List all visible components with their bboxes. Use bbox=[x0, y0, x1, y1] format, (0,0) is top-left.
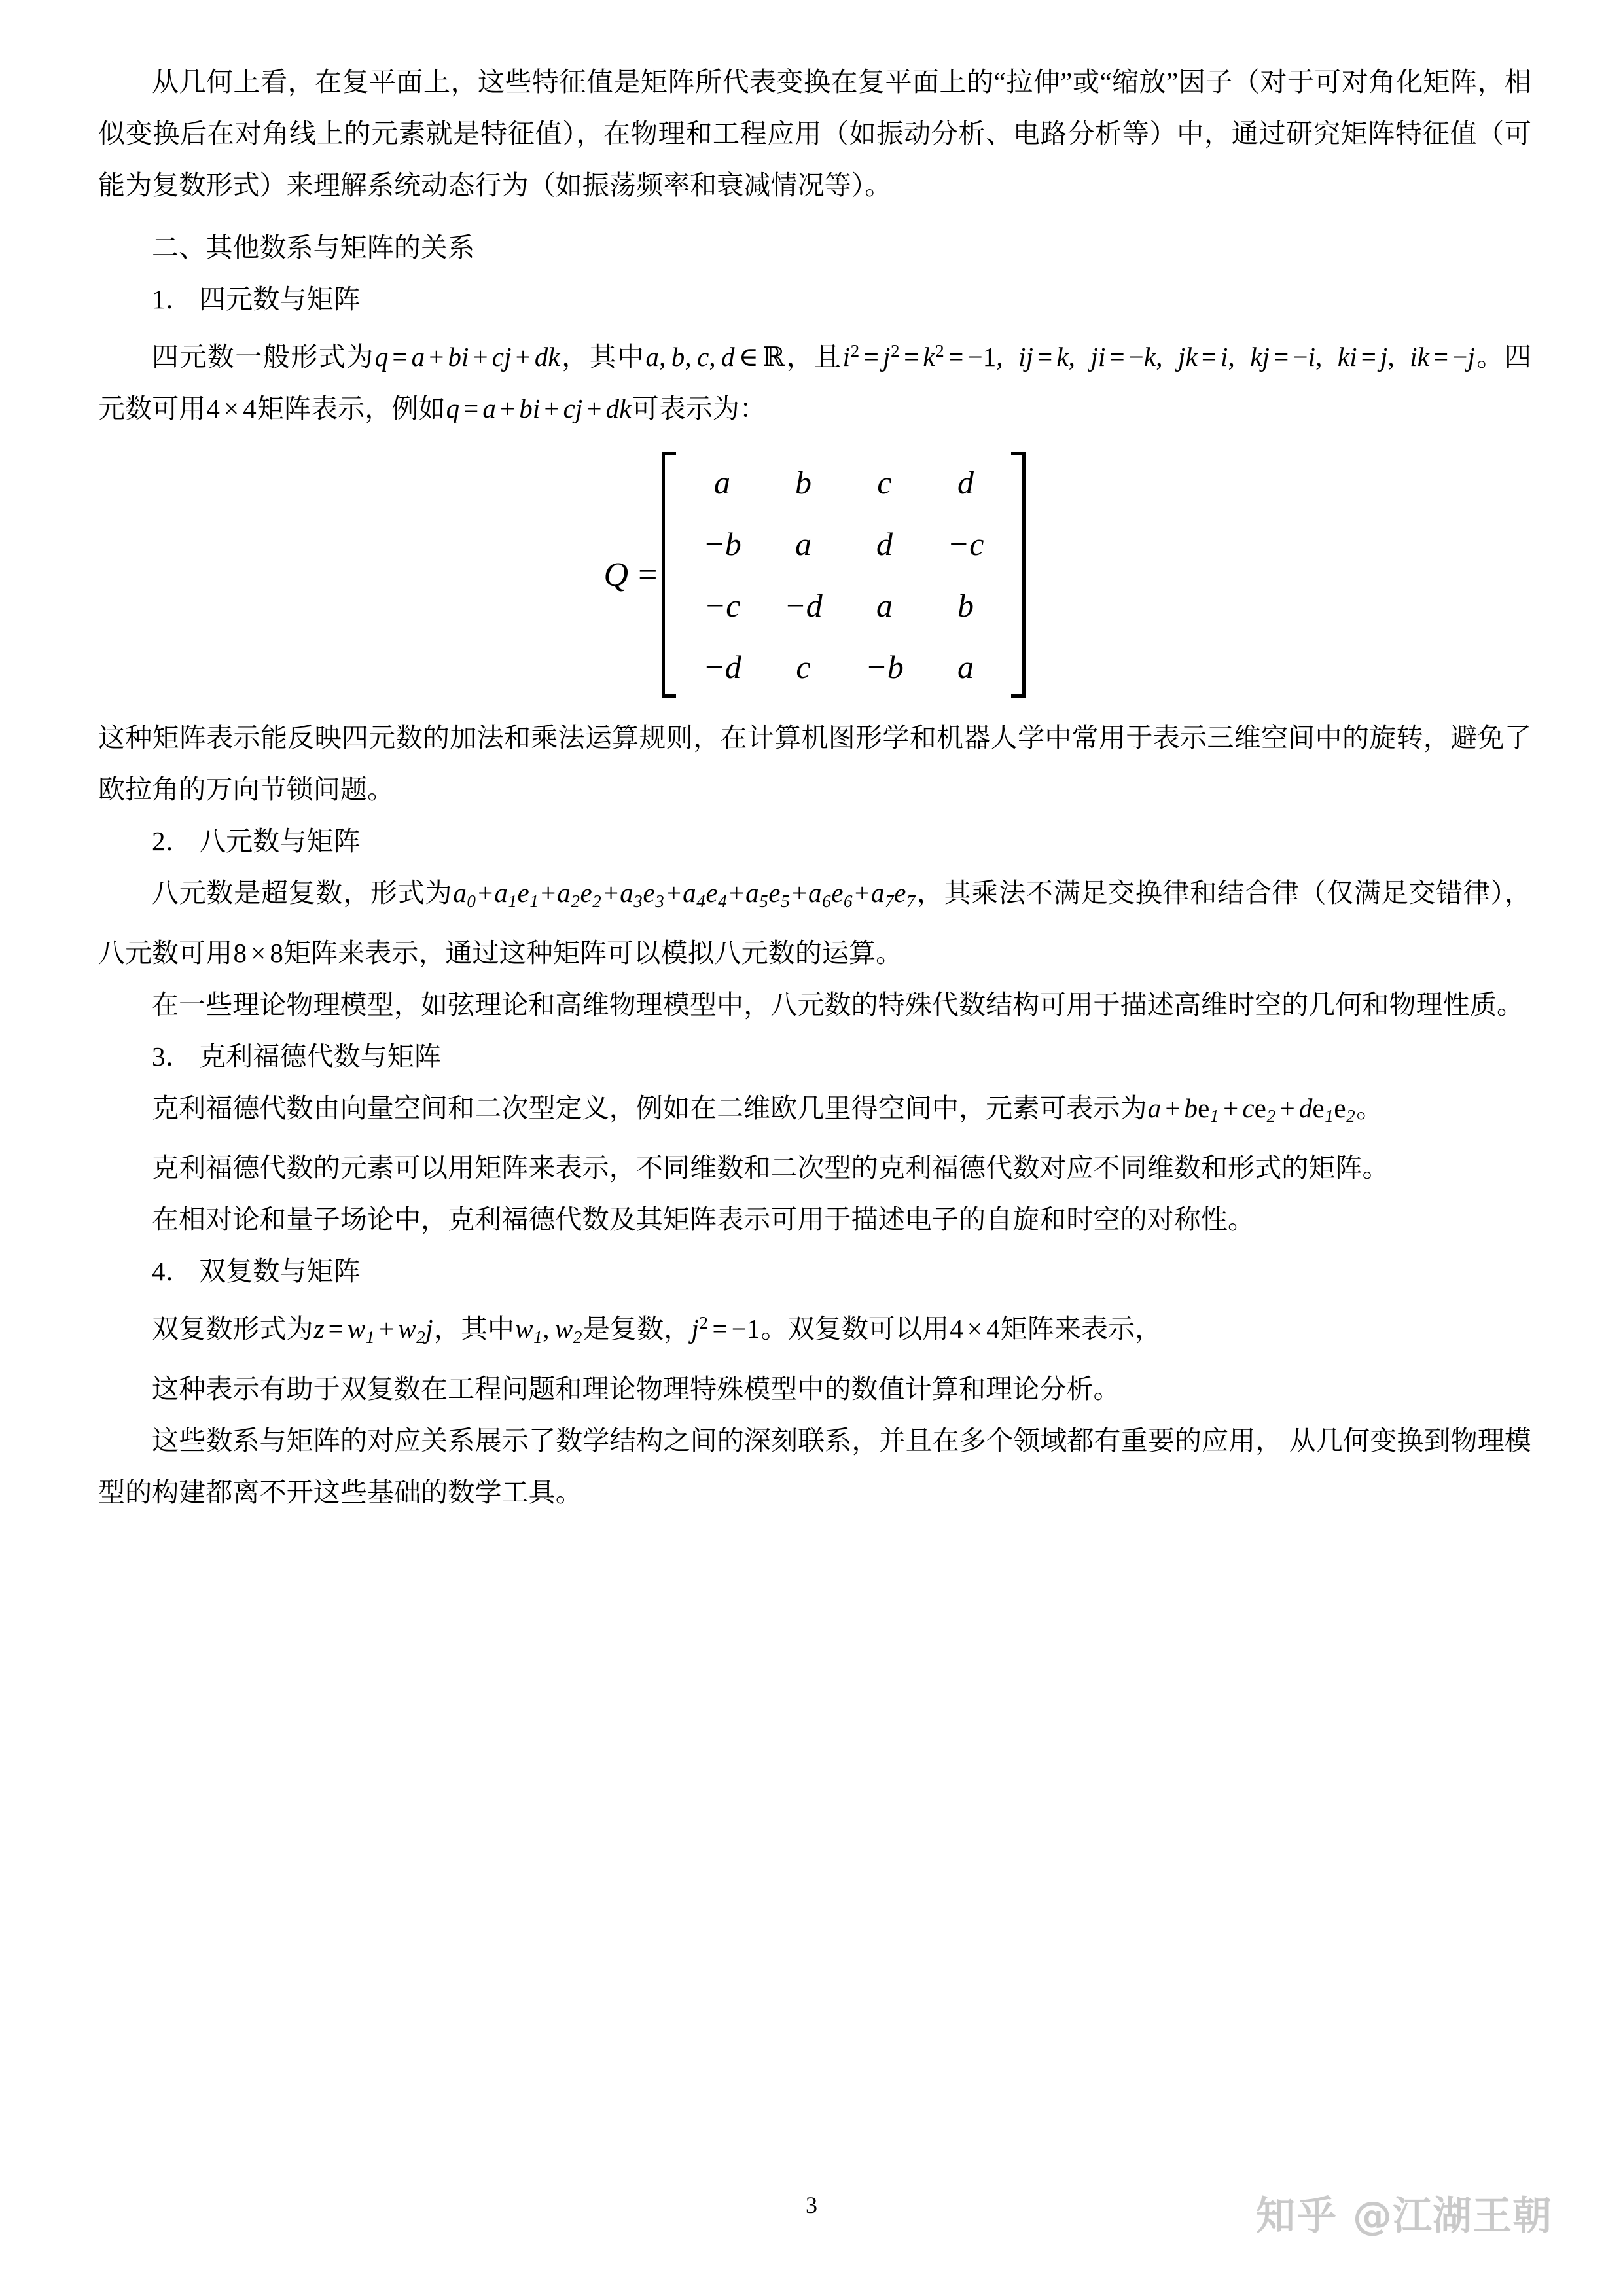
watermark-handle: @江湖王朝 bbox=[1353, 2193, 1552, 2239]
bicomplex-mid3-text: 。双复数可以用 bbox=[760, 1314, 950, 1344]
octonion-intro-paragraph bbox=[98, 867, 1531, 979]
bicomplex-mid1-text: ，其中 bbox=[433, 1314, 515, 1344]
page-number: 3 bbox=[806, 2192, 817, 2218]
page-content bbox=[98, 56, 1531, 1518]
bicomplex-matrix-size: 4 × 4 bbox=[950, 1314, 1000, 1344]
matrix-cell: a bbox=[876, 587, 893, 624]
matrix-cell: c bbox=[796, 649, 811, 686]
octonion-tail-text: 矩阵来表示，通过这种矩阵可以模拟八元数的运算。 bbox=[283, 937, 903, 968]
quaternion-unit-rules: $i^2 = j^2 = k^2 = -1$, ij = k, ji = −k, jk = i, kj = −i, ki = j, ik = −j bbox=[842, 341, 1475, 372]
quaternion-mid2-text: ，且 bbox=[785, 342, 842, 372]
clifford-intro-paragraph bbox=[98, 1083, 1531, 1143]
quaternion-coeff-domain: a, b, c, d ∈ ℝ bbox=[645, 341, 785, 373]
bicomplex-w-symbols: $w_1$, $w_2$ bbox=[515, 1314, 582, 1347]
subsection-3-heading: 3． 克利福德代数与矩阵 bbox=[152, 1041, 441, 1071]
bicomplex-j-rule: $j^2 = -1$ bbox=[691, 1313, 760, 1344]
quaternion-example-formula: q = a + bi + cj + dk bbox=[446, 393, 632, 424]
matrix-q-equation bbox=[604, 452, 1026, 698]
subsection-2-heading: 2． 八元数与矩阵 bbox=[152, 826, 361, 857]
quaternion-matrix-block bbox=[98, 452, 1531, 698]
clifford-note2-paragraph: 在相对论和量子场论中，克利福德代数及其矩阵表示可用于描述电子的自旋和时空的对称性。 bbox=[152, 1204, 1255, 1235]
matrix-cell: −b bbox=[703, 526, 741, 563]
quaternion-general-formula: q = a + bi + cj + dk bbox=[374, 342, 560, 372]
clifford-note1-paragraph: 克利福德代数的元素可以用矩阵来表示，不同维数和二次型的克利福德代数对应不同维数和形式的矩阵。 bbox=[152, 1153, 1389, 1183]
quaternion-intro-paragraph bbox=[98, 325, 1531, 435]
matrix-cell: a bbox=[957, 649, 974, 686]
matrix-cell: a bbox=[713, 464, 730, 501]
conclusion-paragraph: 这些数系与矩阵的对应关系展示了数学结构之间的深刻联系，并且在多个领域都有重要的应用， 从几何变换到物理模型的构建都离不开这些基础的数学工具。 bbox=[98, 1425, 1531, 1507]
bicomplex-z-formula: $z = w_1 + w_2j$ bbox=[313, 1314, 433, 1347]
clifford-tail-text: 。 bbox=[1356, 1092, 1383, 1123]
matrix-right-bracket bbox=[1011, 452, 1026, 698]
matrix-cell: −c bbox=[947, 526, 984, 563]
octonion-matrix-size: 8 × 8 bbox=[233, 937, 283, 968]
matrix-row bbox=[681, 575, 1006, 636]
bicomplex-intro-paragraph bbox=[98, 1297, 1531, 1363]
matrix-cell: −d bbox=[703, 649, 741, 686]
matrix-cell: d bbox=[957, 464, 974, 501]
quaternion-mid1-text: ，其中 bbox=[560, 342, 645, 372]
matrix-cell: b bbox=[794, 464, 812, 501]
subsection-4-heading: 4． 双复数与矩阵 bbox=[152, 1256, 361, 1287]
bicomplex-lead-text: 双复数形式为 bbox=[152, 1314, 313, 1344]
clifford-element-formula: $a + be_1 + ce_2 + de_1e_2$ bbox=[1147, 1092, 1355, 1126]
matrix-row bbox=[681, 513, 1006, 575]
matrix-row bbox=[681, 452, 1006, 513]
bicomplex-mid2-text: 是复数， bbox=[582, 1314, 691, 1344]
matrix-q-label bbox=[604, 556, 658, 594]
octonion-note-paragraph: 在一些理论物理模型，如弦理论和高维物理模型中，八元数的特殊代数结构可用于描述高维时空的几何和物理性质。 bbox=[152, 989, 1524, 1020]
matrix-cell: −c bbox=[704, 587, 741, 624]
bicomplex-tail-text: 矩阵来表示， bbox=[1000, 1314, 1162, 1344]
clifford-lead-text: 克利福德代数由向量空间和二次型定义，例如在二维欧几里得空间中，元素可表示为 bbox=[152, 1092, 1147, 1123]
matrix-cell: d bbox=[876, 526, 893, 563]
quaternion-mid3-text: 。四元数可用 bbox=[98, 342, 1531, 424]
matrix-row bbox=[681, 636, 1006, 698]
watermark bbox=[1256, 2185, 1552, 2241]
matrix-cell: c bbox=[877, 464, 892, 501]
quaternion-note-paragraph: 这种矩阵表示能反映四元数的加法和乘法运算规则，在计算机图形学和机器人学中常用于表示三维空间中的旋转，避免了欧拉角的万向节锁问题。 bbox=[98, 723, 1531, 805]
matrix-cell: −d bbox=[784, 587, 823, 624]
matrix-q-equals: = bbox=[638, 556, 658, 594]
quaternion-mid4-text: 矩阵表示，例如 bbox=[257, 393, 446, 424]
quaternion-lead-text: 四元数一般形式为 bbox=[152, 342, 374, 372]
zhihu-logo: 知乎 bbox=[1256, 2193, 1338, 2239]
matrix-q-grid bbox=[681, 452, 1006, 698]
octonion-mid-text: ，其乘法不满足交换律和结合律（仅满足交错律），八元数可用 bbox=[98, 878, 1531, 968]
section-heading: 二、其他数系与矩阵的关系 bbox=[152, 232, 475, 262]
quaternion-matrix-size: 4 × 4 bbox=[206, 393, 257, 424]
bicomplex-note-paragraph: 这种表示有助于双复数在工程问题和理论物理特殊模型中的数值计算和理论分析。 bbox=[152, 1373, 1120, 1404]
octonion-lead-text: 八元数是超复数，形式为 bbox=[152, 878, 453, 908]
octonion-formula: $a_0+a_1e_1+a_2e_2+a_3e_3+a_4e_4+a_5e_5+a_6e_6+a_7e_7$ bbox=[453, 878, 916, 911]
matrix-cell: a bbox=[794, 526, 812, 563]
matrix-cell: b bbox=[957, 587, 974, 624]
intro-paragraph: 从几何上看，在复平面上，这些特征值是矩阵所代表变换在复平面上的“拉伸”或“缩放”因子（对于可对角化矩阵，相似变换后在对角线上的元素就是特征值），在物理和工程应用（如振动分析、电路分析等）中，通过研究矩阵特征值（可能为复数形式）来理解系统动态行为（如振荡频率和衰减情况等）。 bbox=[98, 67, 1531, 200]
quaternion-tail-text: 可表示为： bbox=[632, 393, 767, 424]
matrix-cell: −b bbox=[865, 649, 904, 686]
matrix-q-symbol: Q bbox=[603, 556, 630, 594]
matrix-left-bracket bbox=[662, 452, 676, 698]
subsection-1-heading: 1． 四元数与矩阵 bbox=[152, 284, 361, 314]
